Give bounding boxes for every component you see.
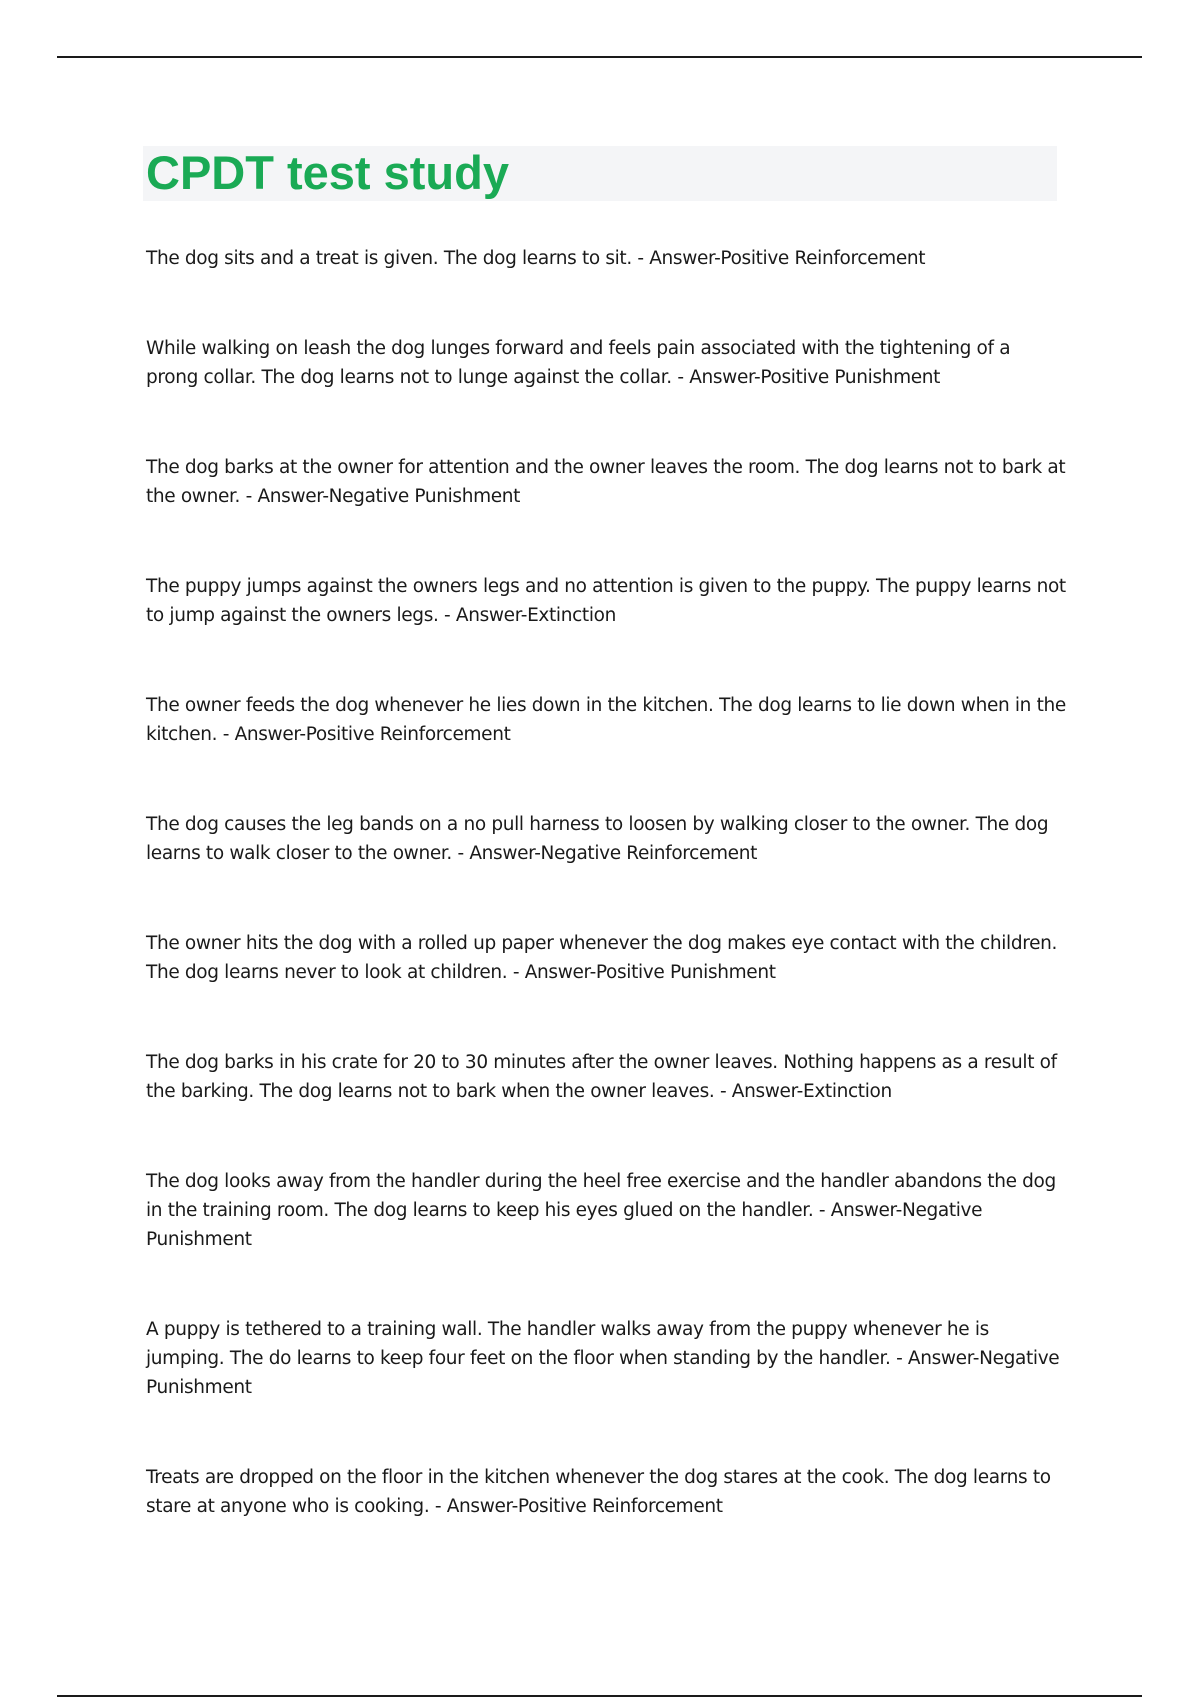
qa-item: A puppy is tethered to a training wall. The handler walks away from the puppy whenever he is jumping. The do learns to keep four feet on the floor when standing by the handler. - Answer-Negative Punishment [146,1319,1060,1398]
qa-item: The puppy jumps against the owners legs and no attention is given to the puppy. The puppy learns not to jump against the owners legs. - Answer-Extinction [146,576,1066,626]
top-rule [57,56,1142,58]
qa-item: The dog sits and a treat is given. The dog learns to sit. - Answer-Positive Reinforcement [146,248,926,269]
qa-item: Treats are dropped on the floor in the kitchen whenever the dog stares at the cook. The dog learns to stare at anyone who is cooking. - Answer-Positive Reinforcement [146,1467,1051,1517]
qa-item: The dog barks at the owner for attention and the owner leaves the room. The dog learns not to bark at the owner. - Answer-Negative Punishment [146,457,1066,507]
qa-item: The owner feeds the dog whenever he lies down in the kitchen. The dog learns to lie down when in the kitchen. - Answer-Positive Reinforcement [146,695,1066,745]
qa-item: The dog barks in his crate for 20 to 30 minutes after the owner leaves. Nothing happens as a result of the barking. The dog learns not to bark when the owner leaves. - Answer-Extinction [146,1052,1057,1102]
qa-item: The owner hits the dog with a rolled up paper whenever the dog makes eye contact with the children. The dog learns never to look at children. - Answer-Positive Punishment [146,933,1058,983]
qa-list [146,244,1066,1521]
qa-item: The dog causes the leg bands on a no pull harness to loosen by walking closer to the owner. The dog learns to walk closer to the owner. - Answer-Negative Reinforcement [146,814,1049,864]
qa-item: While walking on leash the dog lunges forward and feels pain associated with the tightening of a prong collar. The dog learns not to lunge against the collar. - Answer-Positive Punishment [146,338,1011,388]
qa-item: The dog looks away from the handler during the heel free exercise and the handler abandons the dog in the training room. The dog learns to keep his eyes glued on the handler. - Answer-Negative Punishment [146,1171,1056,1250]
bottom-rule [57,1695,1142,1697]
page-title: CPDT test study [146,146,509,199]
